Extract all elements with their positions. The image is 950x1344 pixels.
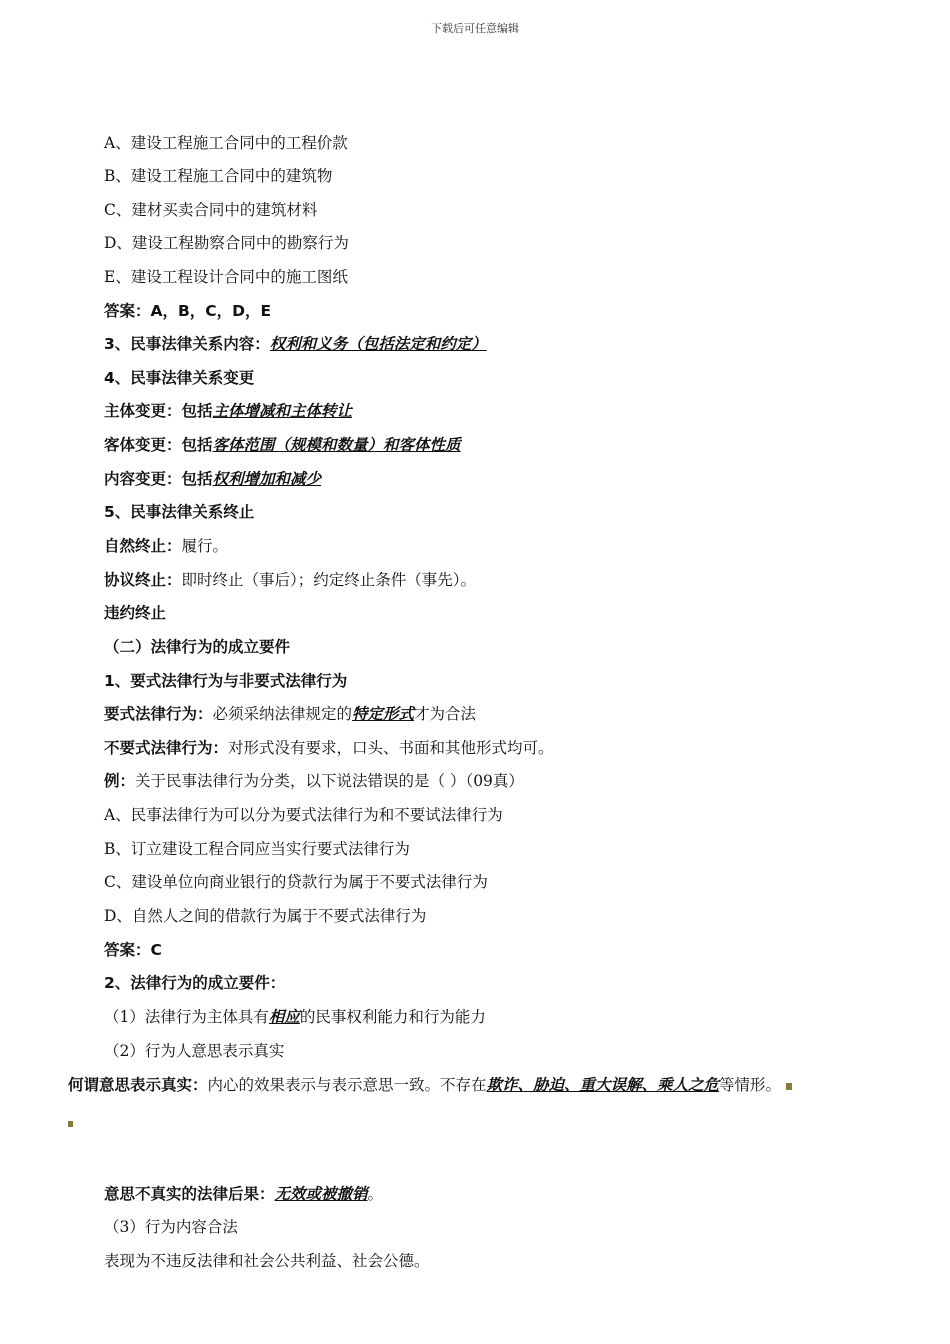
example-option-a: A、民事法律行为可以分为要式法律行为和不要试法律行为 [104,806,503,824]
section-4-title: 4、民事法律关系变更 [104,369,255,387]
false-intent [104,1184,383,1204]
option-e: E、建设工程设计合同中的施工图纸 [104,268,348,286]
breach-end: 违约终止 [104,604,167,622]
true-intent-emphasis: 欺诈、胁迫、重大误解、乘人之危 [486,1076,720,1094]
formal-act-emphasis: 特定形式 [352,705,415,723]
false-intent-emphasis: 无效或被撤销 [274,1185,368,1203]
content-change-pre: 包括 [181,470,213,488]
example-text: 关于民事法律行为分类，以下说法错误的是（ ）（09真） [135,772,524,790]
subject-change-label: 主体变更： [104,402,182,420]
option-a: A、建设工程施工合同中的工程价款 [104,134,348,152]
example-question [104,771,524,791]
object-change [104,435,461,455]
requirement-3-description: 表现为不违反法律和社会公共利益、社会公德。 [104,1252,430,1270]
requirement-3: （3）行为内容合法 [104,1218,238,1236]
agreement-end [104,570,476,590]
example-label: 例： [104,772,136,790]
example-option-b: B、订立建设工程合同应当实行要式法律行为 [104,840,410,858]
formal-act-post: 才为合法 [414,705,477,723]
section-2-title: （二）法律行为的成立要件 [104,638,291,656]
formal-act-label: 要式法律行为： [104,705,213,723]
section-3 [104,334,487,354]
false-intent-post: 。 [367,1185,384,1203]
object-change-pre: 包括 [181,436,213,454]
informal-act-text: 对形式没有要求，口头、书面和其他形式均可。 [228,739,554,757]
object-change-label: 客体变更： [104,436,182,454]
true-intent-post: 等情形。 [719,1076,782,1094]
subsection-1-title: 1、要式法律行为与非要式法律行为 [104,672,348,690]
subject-change-pre: 包括 [181,402,213,420]
option-d: D、建设工程勘察合同中的勘察行为 [104,234,349,252]
answer-1: 答案：A，B，C，D，E [104,302,272,320]
requirement-2: （2）行为人意思表示真实 [104,1042,285,1060]
agreement-end-label: 协议终止： [104,571,182,589]
answer-2: 答案：C [104,941,162,959]
requirement-1 [104,1007,486,1027]
subsection-2-title: 2、法律行为的成立要件： [104,974,286,992]
option-b: B、建设工程施工合同中的建筑物 [104,167,333,185]
option-c: C、建材买卖合同中的建筑材料 [104,201,318,219]
subject-change [104,401,352,421]
requirement-1-emphasis: 相应 [268,1008,300,1026]
requirement-1-pre: （1）法律行为主体具有 [104,1008,269,1026]
content-change-emphasis: 权利增加和减少 [212,470,322,488]
content-change-label: 内容变更： [104,470,182,488]
true-intent-label: 何谓意思表示真实： [68,1076,208,1094]
natural-end-label: 自然终止： [104,537,182,555]
formal-act-pre: 必须采纳法律规定的 [212,705,353,723]
anchor-marker-icon-2 [68,1121,73,1127]
object-change-emphasis: 客体范围（规模和数量）和客体性质 [212,436,461,454]
requirement-1-post: 的民事权利能力和行为能力 [299,1008,486,1026]
formal-act [104,704,476,724]
subject-change-emphasis: 主体增减和主体转让 [212,402,353,420]
example-option-d: D、自然人之间的借款行为属于不要式法律行为 [104,907,427,925]
section-5-title: 5、民事法律关系终止 [104,503,255,521]
section-3-emphasis: 权利和义务（包括法定和约定） [269,335,487,353]
example-option-c: C、建设单位向商业银行的贷款行为属于不要式法律行为 [104,873,488,891]
false-intent-label: 意思不真实的法律后果： [104,1185,275,1203]
informal-act-label: 不要式法律行为： [104,739,229,757]
informal-act [104,738,554,758]
page-header: 下载后可任意编辑 [431,22,519,35]
anchor-marker-icon [786,1083,792,1090]
content-change [104,469,321,489]
natural-end [104,536,228,556]
section-3-label: 3、民事法律关系内容： [104,335,270,353]
true-intent-paragraph [68,1073,848,1097]
agreement-end-text: 即时终止（事后）；约定终止条件（事先）。 [181,571,477,589]
true-intent-pre: 内心的效果表示与表示意思一致。不存在 [207,1076,487,1094]
natural-end-text: 履行。 [181,537,229,555]
